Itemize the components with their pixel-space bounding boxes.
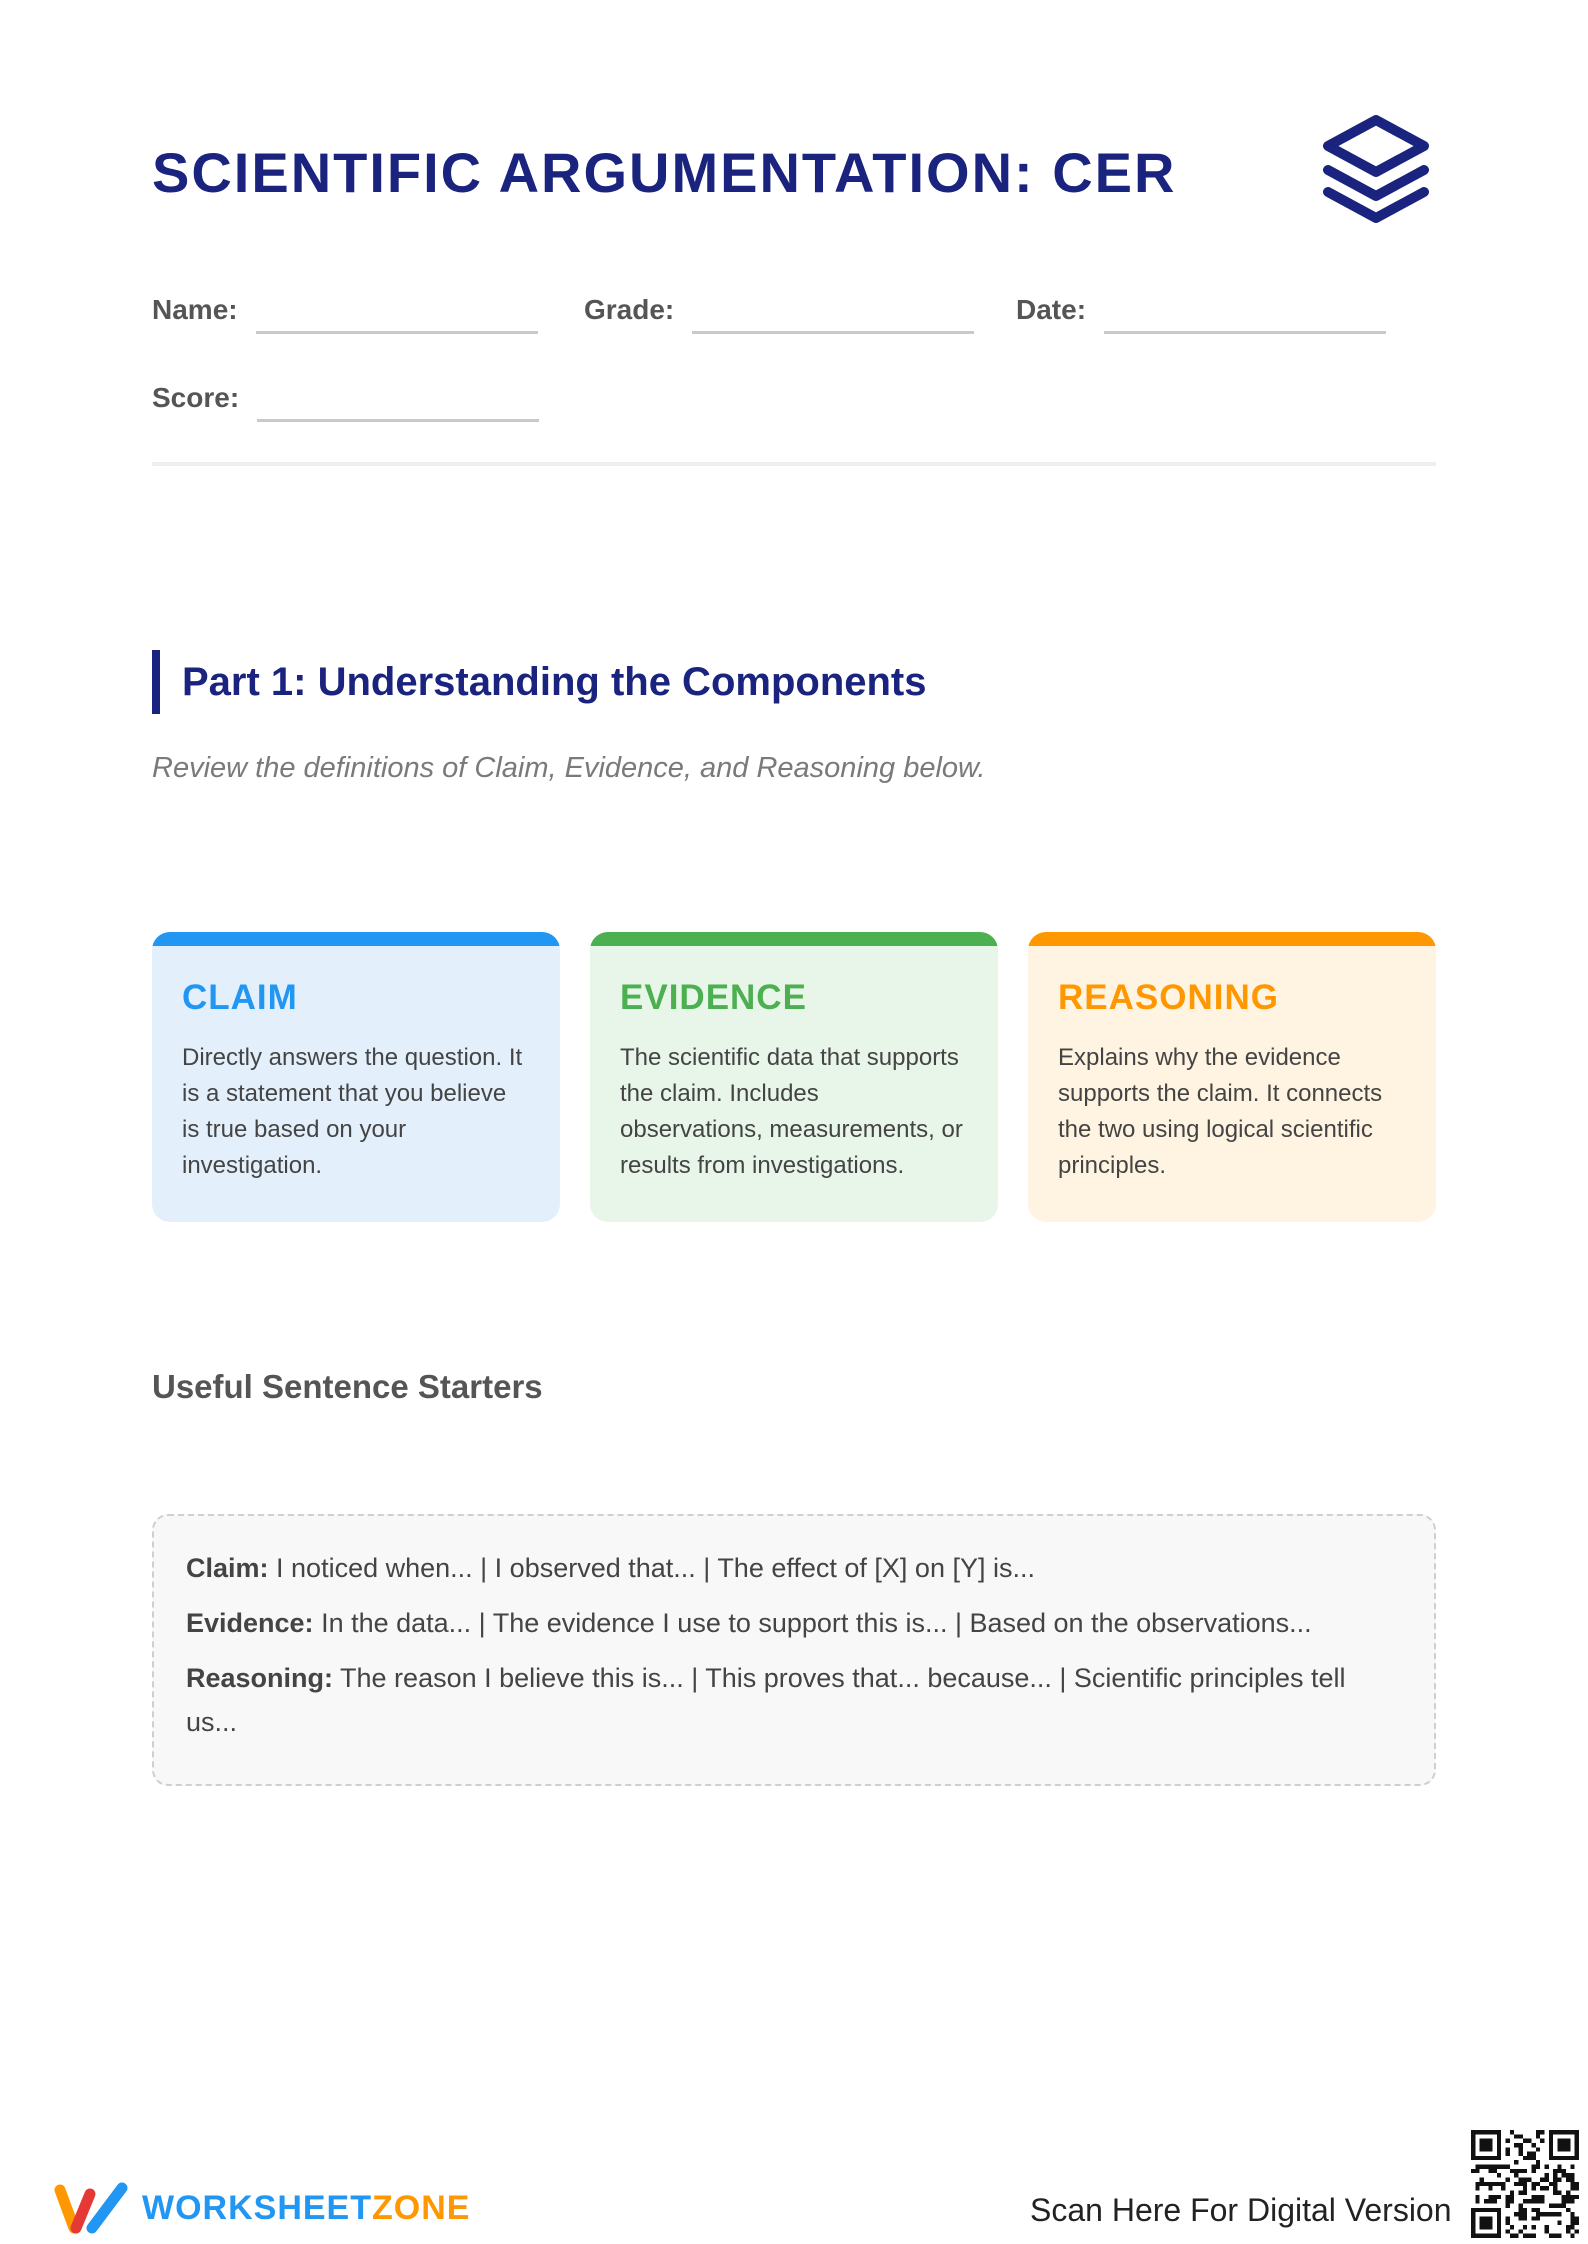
evidence-starter-text: In the data... | The evidence I use to support this is... | Based on the observations... xyxy=(313,1608,1312,1638)
header-divider xyxy=(152,462,1436,466)
reasoning-card xyxy=(1028,932,1436,1222)
evidence-starter xyxy=(186,1601,1404,1645)
stacked-layers-icon xyxy=(1316,112,1436,232)
grade-input-line[interactable] xyxy=(692,331,974,334)
date-field[interactable] xyxy=(1016,294,1386,326)
claim-starter xyxy=(186,1546,1404,1590)
qr-code-icon[interactable] xyxy=(1470,2130,1580,2238)
score-field[interactable] xyxy=(152,382,539,414)
grade-label: Grade: xyxy=(584,294,675,325)
evidence-card-text: The scientific data that supports the claim. Includes observations, measurements, or results from investigations. xyxy=(620,1044,963,1179)
evidence-card-title: EVIDENCE xyxy=(620,978,807,1017)
part1-heading xyxy=(152,650,927,714)
name-input-line[interactable] xyxy=(256,331,538,334)
date-label: Date: xyxy=(1016,294,1087,325)
sentence-starters-box xyxy=(152,1514,1436,1786)
claim-starter-label: Claim: xyxy=(186,1553,269,1583)
grade-field[interactable] xyxy=(584,294,974,326)
claim-card xyxy=(152,932,560,1222)
score-input-line[interactable] xyxy=(257,419,539,422)
name-label: Name: xyxy=(152,294,238,325)
brand-name-part1: WORKSHEET xyxy=(142,2188,372,2227)
evidence-card xyxy=(590,932,998,1222)
brand-name-part2: ZONE xyxy=(372,2188,471,2227)
brand-logo[interactable] xyxy=(54,2180,470,2236)
part1-title: Part 1: Understanding the Components xyxy=(182,659,927,704)
claim-starter-text: I noticed when... | I observed that... | The effect of [X] on [Y] is... xyxy=(268,1553,1035,1583)
name-field[interactable] xyxy=(152,294,538,326)
score-label: Score: xyxy=(152,382,240,413)
brand-name xyxy=(142,2189,470,2228)
sentence-starters-heading: Useful Sentence Starters xyxy=(152,1368,543,1405)
part1-instructions: Review the definitions of Claim, Evidence, and Reasoning below. xyxy=(152,752,986,784)
evidence-starter-label: Evidence: xyxy=(186,1608,314,1638)
claim-card-text: Directly answers the question. It is a statement that you believe is true based on your investigation. xyxy=(182,1044,523,1179)
worksheetzone-logo-icon xyxy=(54,2180,130,2236)
scan-caption: Scan Here For Digital Version xyxy=(1030,2192,1452,2228)
reasoning-starter-text: The reason I believe this is... | This proves that... because... | Scientific principles tell us... xyxy=(186,1663,1346,1737)
reasoning-starter xyxy=(186,1656,1404,1744)
reasoning-card-title: REASONING xyxy=(1058,978,1279,1017)
reasoning-starter-label: Reasoning: xyxy=(186,1663,334,1693)
claim-card-title: CLAIM xyxy=(182,978,298,1017)
page-title: SCIENTIFIC ARGUMENTATION: CER xyxy=(152,141,1177,204)
reasoning-card-text: Explains why the evidence supports the claim. It connects the two using logical scientific principles. xyxy=(1058,1044,1383,1179)
date-input-line[interactable] xyxy=(1104,331,1386,334)
